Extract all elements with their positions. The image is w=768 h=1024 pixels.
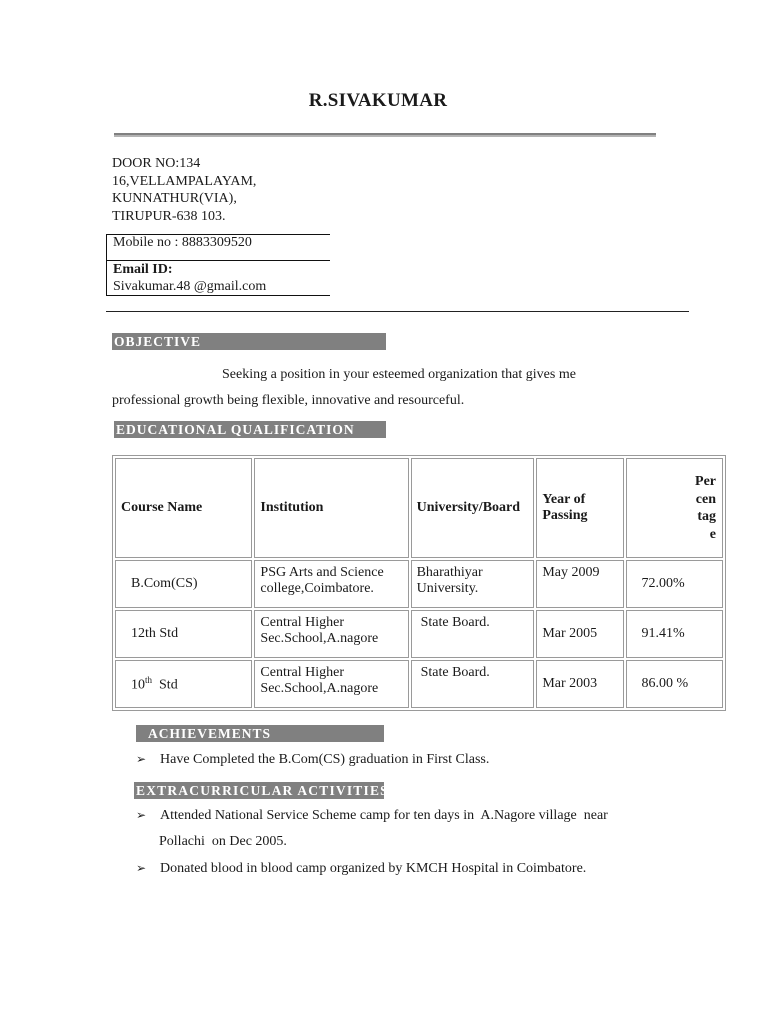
header-pct-part: Per [695,474,716,489]
contact-bottom-rule [106,295,330,296]
header-rule [114,133,656,137]
header-year [536,458,624,558]
course-cell [115,660,252,708]
university-line: Bharathiyar [416,565,483,580]
header-pct-part: tag [697,509,716,524]
institution-cell [254,610,408,658]
header-pct-part: cen [695,491,716,507]
extracurricular-item [136,861,586,877]
achievement-item [136,752,489,768]
year-cell: Mar 2005 [536,610,624,658]
year-cell: Mar 2003 [536,660,624,708]
institution-cell [254,560,408,608]
arrow-bullet-icon: ➢ [136,861,147,875]
institution-line: PSG Arts and Science [260,565,384,580]
header-year-line: Year of [542,492,586,507]
arrow-bullet-icon: ➢ [136,808,147,822]
extracurricular-text: Attended National Service Scheme camp for ten days in A.Nagore village near [160,808,608,823]
course-cell: 12th Std [115,610,252,658]
address-block [112,155,256,225]
address-line: DOOR NO:134 [112,156,201,171]
table-header-row [115,458,723,558]
address-line: TIRUPUR-638 103. [112,208,226,224]
institution-cell [254,660,408,708]
extracurricular-text: Pollachi on Dec 2005. [159,834,287,849]
objective-line-1: Seeking a position in your esteemed organization that gives me [222,367,576,382]
course-text: 10 [131,677,145,693]
achievements-heading: ACHIEVEMENTS [136,725,384,742]
objective-heading: OBJECTIVE [112,333,386,350]
university-cell: State Board. [411,610,535,658]
objective-line-2: professional growth being flexible, innovative and resourceful. [112,393,465,408]
mobile-number: Mobile no : 8883309520 [113,235,252,250]
percentage-cell: 91.41% [626,610,723,658]
education-heading: EDUCATIONAL QUALIFICATION [114,421,386,438]
header-course: Course Name [115,458,252,558]
extracurricular-heading: EXTRACURRICULAR ACTIVITIES [136,783,389,798]
percentage-cell: 72.00% [626,560,723,608]
achievement-text: Have Completed the B.Com(CS) graduation in First Class. [160,752,490,767]
email-label: Email ID: [113,262,173,277]
section-divider [106,311,689,312]
year-cell: May 2009 [536,560,624,608]
table-row [115,560,723,608]
header-percentage [626,458,723,558]
course-cell: B.Com(CS) [115,560,252,608]
university-cell [411,560,535,608]
arrow-bullet-icon: ➢ [136,752,147,766]
address-line: 16,VELLAMPALAYAM, [112,173,257,189]
header-university: University/Board [411,458,535,558]
extracurricular-text: Donated blood in blood camp organized by KMCH Hospital in Coimbatore. [160,861,587,876]
table-row [115,610,723,658]
table-row [115,660,723,708]
course-superscript: th [145,674,153,685]
education-table [112,455,726,711]
header-pct-part: e [709,526,716,542]
percentage-cell: 86.00 % [626,660,723,708]
university-cell: State Board. [411,660,535,708]
header-institution: Institution [254,458,408,558]
institution-line: college,Coimbatore. [260,581,374,596]
institution-line: Sec.School,A.nagore [260,631,379,646]
contact-mid-rule [106,260,330,261]
institution-line: Central Higher [260,615,344,630]
university-line: University. [416,581,479,596]
header-year-line: Passing [542,508,588,523]
institution-line: Central Higher [260,665,344,680]
candidate-name: R.SIVAKUMAR [308,90,448,111]
email-address: Sivakumar.48 @gmail.com [113,279,267,294]
course-text: Std [152,677,178,693]
institution-line: Sec.School,A.nagore [260,681,379,696]
address-line: KUNNATHUR(VIA), [112,191,237,206]
contact-left-rule [106,234,107,296]
extracurricular-item [136,808,608,824]
